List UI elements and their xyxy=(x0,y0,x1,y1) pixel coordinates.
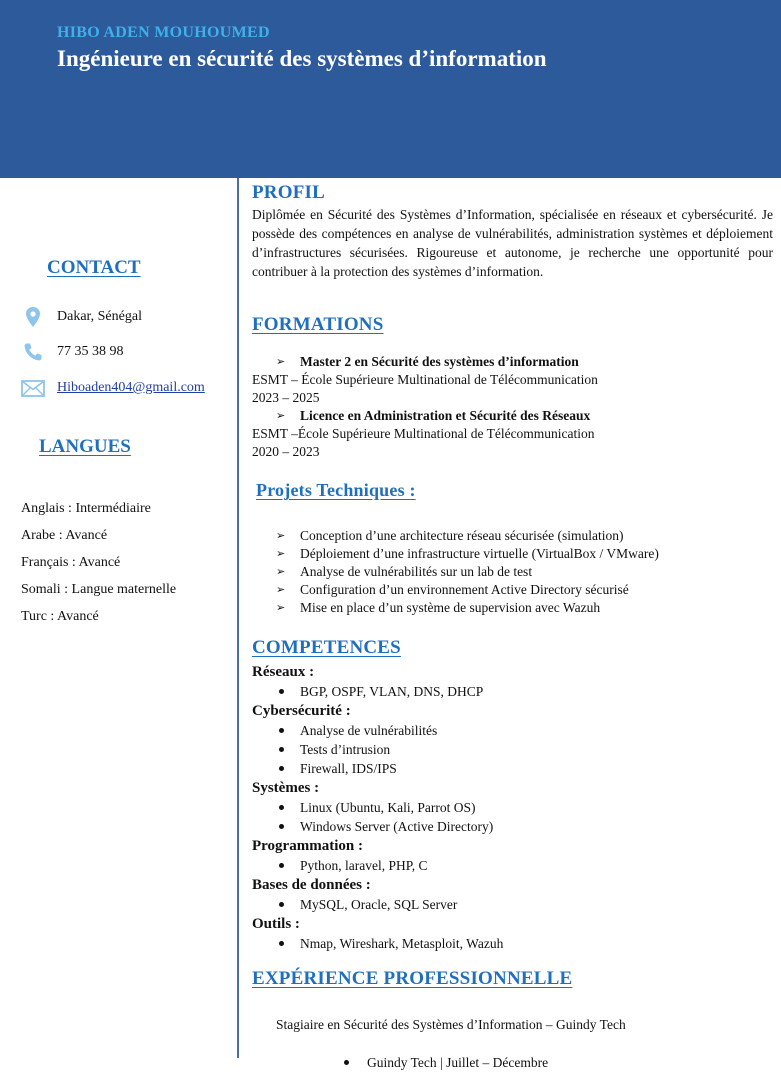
skill-item: Windows Server (Active Directory) xyxy=(252,817,503,836)
contact-heading: CONTACT xyxy=(47,257,141,278)
bullet-dot-icon xyxy=(279,863,284,868)
formations-heading: FORMATIONS xyxy=(252,314,384,335)
formation-degree: ➢ Licence en Administration et Sécurité des Réseaux xyxy=(276,408,591,423)
skill-item: Linux (Ubuntu, Kali, Parrot OS) xyxy=(252,798,503,817)
skill-item: Firewall, IDS/IPS xyxy=(252,759,503,778)
skill-item: BGP, OSPF, VLAN, DNS, DHCP xyxy=(252,682,503,701)
arrow-bullet-icon: ➢ xyxy=(276,602,286,614)
language-item: Turc : Avancé xyxy=(21,609,99,624)
formation-school: ESMT –École Supérieure Multinational de Télécommunication xyxy=(252,426,595,441)
projet-item: ➢ Mise en place d’un système de supervision avec Wazuh xyxy=(276,600,601,615)
skill-item: Python, laravel, PHP, C xyxy=(252,856,503,875)
bullet-dot-icon xyxy=(279,766,284,771)
experience-role: Stagiaire en Sécurité des Systèmes d’Information – Guindy Tech xyxy=(276,1017,626,1032)
arrow-bullet-icon: ➢ xyxy=(276,566,286,578)
language-item: Arabe : Avancé xyxy=(21,528,108,543)
skill-category: Outils : xyxy=(252,916,300,932)
projet-item: ➢ Configuration d’un environnement Active Directory sécurisé xyxy=(276,582,629,597)
column-divider xyxy=(237,178,239,1058)
phone-icon xyxy=(20,342,46,362)
projet-item: ➢ Conception d’une architecture réseau sécurisée (simulation) xyxy=(276,528,624,543)
arrow-bullet-icon: ➢ xyxy=(276,584,286,596)
skill-category: Bases de données : xyxy=(252,877,371,893)
contact-location xyxy=(20,307,142,327)
skill-category: Cybersécurité : xyxy=(252,703,351,719)
languages-list xyxy=(21,500,176,635)
job-title: Ingénieure en sécurité des systèmes d’information xyxy=(57,46,547,71)
skill-category: Réseaux : xyxy=(252,664,315,680)
languages-heading: LANGUES xyxy=(39,436,131,457)
experience-detail: Guindy Tech | Juillet – Décembre xyxy=(314,1053,548,1072)
bullet-dot-icon xyxy=(279,941,284,946)
projet-item: ➢ Déploiement d’une infrastructure virtuelle (VirtualBox / VMware) xyxy=(276,546,659,561)
bullet-dot-icon xyxy=(344,1060,349,1065)
candidate-name: HIBO ADEN MOUHOUMED xyxy=(57,24,270,41)
email-link[interactable]: Hiboaden404@gmail.com xyxy=(57,380,205,395)
formation-years: 2020 – 2023 xyxy=(252,444,320,459)
skill-item: MySQL, Oracle, SQL Server xyxy=(252,895,503,914)
language-item: Anglais : Intermédiaire xyxy=(21,501,151,516)
skill-item: Tests d’intrusion xyxy=(252,740,503,759)
formation-school: ESMT – École Supérieure Multinational de Télécommunication xyxy=(252,372,598,387)
arrow-bullet-icon: ➢ xyxy=(276,410,286,422)
skill-item: Nmap, Wireshark, Metasploit, Wazuh xyxy=(252,934,503,953)
bullet-dot-icon xyxy=(279,689,284,694)
phone-text: 77 35 38 98 xyxy=(57,344,124,359)
location-text: Dakar, Sénégal xyxy=(57,309,142,324)
formations-list xyxy=(252,353,598,461)
bullet-dot-icon xyxy=(279,902,284,907)
bullet-dot-icon xyxy=(279,747,284,752)
profil-text: Diplômée en Sécurité des Systèmes d’Information, spécialisée en réseaux et cybersécurité. Je possède des compétences en analyse de vulnérabilités, administration systèmes et déploiement d’infrastructures sécurisées. Rigoureuse et autonome, je recherche une opportunité pour contribuer à la protection des systèmes d’information. xyxy=(252,207,773,279)
projets-heading: Projets Techniques : xyxy=(256,480,416,500)
mail-icon xyxy=(20,378,46,398)
bullet-dot-icon xyxy=(279,824,284,829)
location-pin-icon xyxy=(20,307,46,327)
arrow-bullet-icon: ➢ xyxy=(276,548,286,560)
header-banner xyxy=(0,0,781,178)
language-item: Français : Avancé xyxy=(21,555,121,570)
skill-category: Programmation : xyxy=(252,838,363,854)
projets-list xyxy=(252,527,659,617)
sidebar xyxy=(0,178,236,1080)
profil-heading: PROFIL xyxy=(252,182,325,203)
projet-item: ➢ Analyse de vulnérabilités sur un lab de test xyxy=(276,564,533,579)
formation-degree: ➢ Master 2 en Sécurité des systèmes d’information xyxy=(276,354,579,369)
formation-years: 2023 – 2025 xyxy=(252,390,320,405)
competences-heading: COMPETENCES xyxy=(252,637,401,658)
arrow-bullet-icon: ➢ xyxy=(276,530,286,542)
skill-category: Systèmes : xyxy=(252,780,320,796)
contact-phone xyxy=(20,342,124,362)
arrow-bullet-icon: ➢ xyxy=(276,356,286,368)
competences-list xyxy=(252,662,503,953)
experience-heading: EXPÉRIENCE PROFESSIONNELLE xyxy=(252,968,573,989)
bullet-dot-icon xyxy=(279,805,284,810)
contact-email[interactable] xyxy=(20,378,205,398)
bullet-dot-icon xyxy=(279,728,284,733)
skill-item: Analyse de vulnérabilités xyxy=(252,721,503,740)
language-item: Somali : Langue maternelle xyxy=(21,582,177,597)
